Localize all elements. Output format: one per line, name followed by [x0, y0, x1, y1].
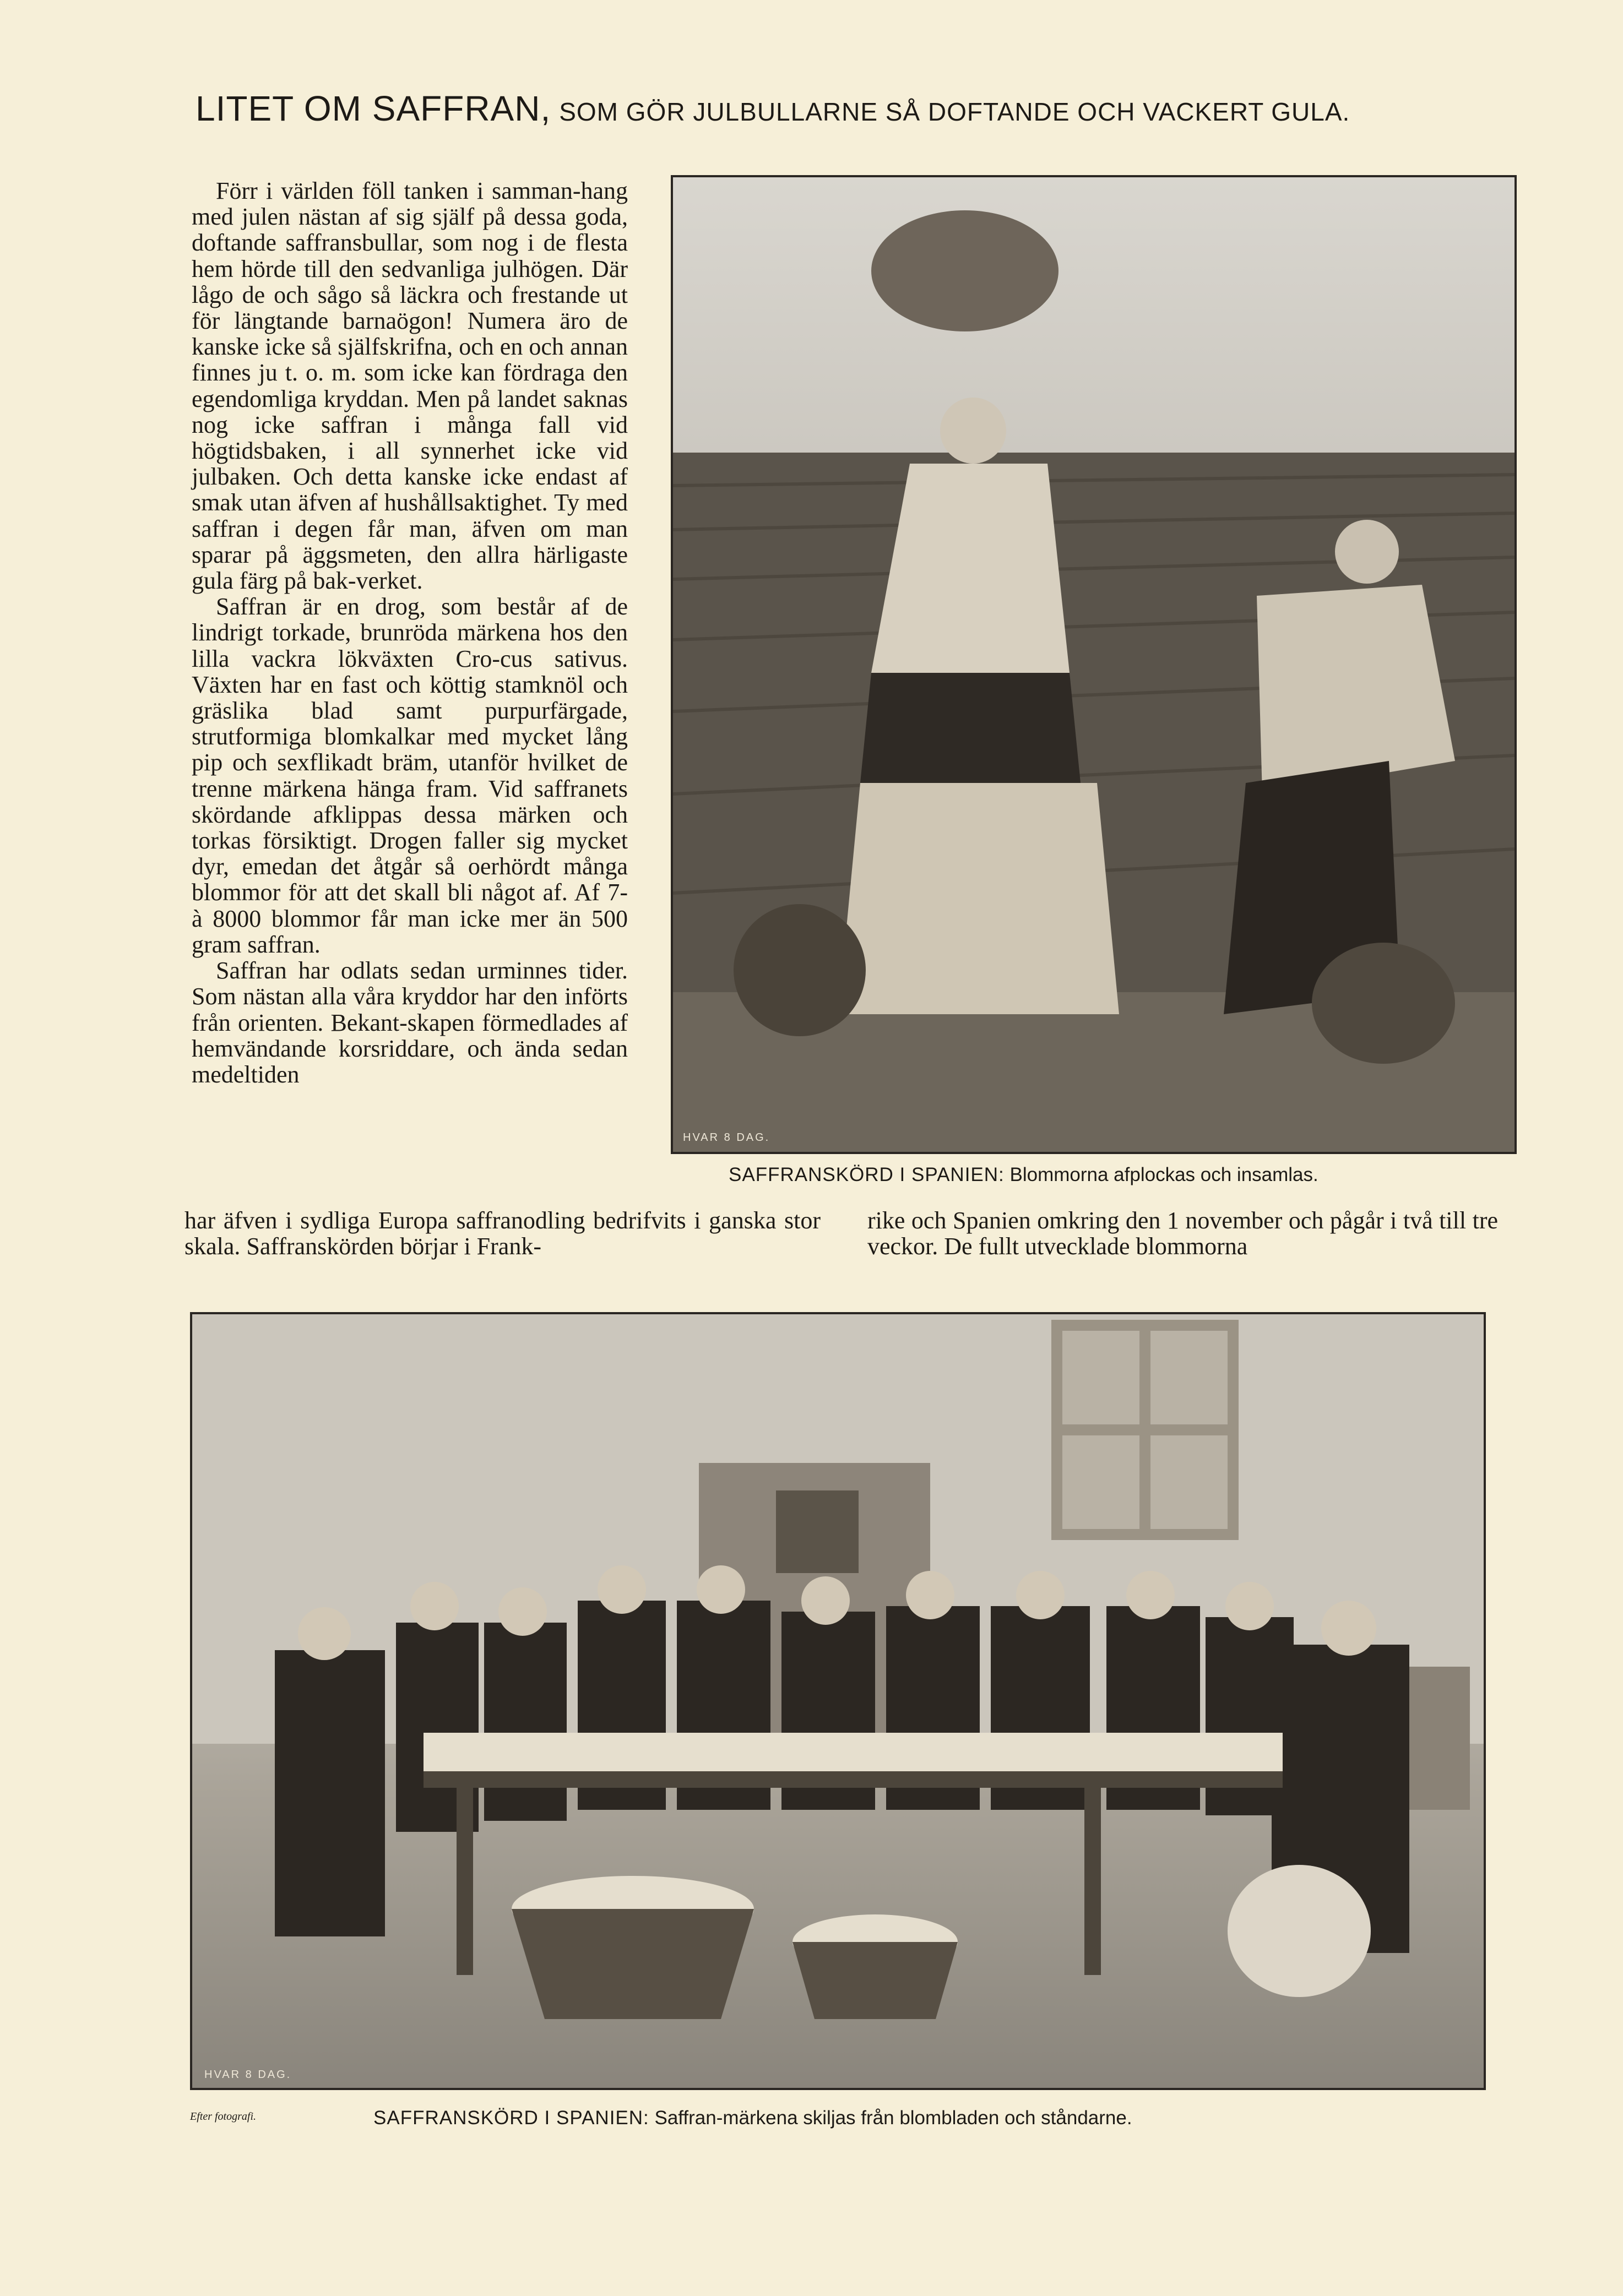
article-title: LITET OM SAFFRAN, [196, 89, 551, 128]
photo-saffron-harvest-field [671, 175, 1517, 1154]
photo-caption-bottom [373, 2107, 1132, 2129]
paragraph: Saffran har odlats sedan urminnes tider. Som nästan alla våra kryddor har den införts från orienten. Bekant-skapen förmedlades af hemvändande korsriddare, och ända sedan medeltiden [192, 957, 628, 1088]
caption-text: Saffran-märkena skiljas från blombladen och ståndarne. [654, 2107, 1132, 2129]
paragraph: Saffran är en drog, som består af de lindrigt torkade, brunröda märkena hos den lilla vackra lökväxten Cro-cus sativus. Växten har en fast och köttig stamknöl och gräslika blad samt purpurfärgade, strutformiga blomkalkar med mycket lång pip och sexflikadt bräm, utanför hvilket de trenne märkena hänga fram. Vid saffranets skördande afklippas dessa märken och torkas försiktigt. Drogen faller sig mycket dyr, emedan det åtgår så oerhördt många blommor för att det skall bli något af. Af 7- à 8000 blommor får man icke mer än 500 gram saffran. [192, 593, 628, 958]
caption-heading: SAFFRANSKÖRD I SPANIEN: [373, 2107, 649, 2129]
photo-stamp: HVAR 8 DAG. [683, 1131, 770, 1144]
paragraph: har äfven i sydliga Europa saffranodling bedrifvits i ganska stor skala. Saffranskörden börjar i Frank- [184, 1207, 821, 1260]
article-header [196, 88, 1512, 129]
paragraph: Förr i världen föll tanken i samman-hang med julen nästan af sig själf på dessa goda, doftande saffransbullar, som nog i de flesta hem hörde till den sedvanliga julhögen. Där lågo de och sågo så läckra och frestande ut för längtande barnaögon! Numera äro de kanske icke så själfskrifna, och en och annan finnes ju t. o. m. som icke kan fördraga den egendomliga kryddan. Men på landet saknas nog icke saffran i många fall vid högtidsbaken, i all synnerhet icke vid julbaken. Och detta kanske icke endast af smak utan äfven af hushållsaktighet. Ty med saffran i degen får man, äfven om man sparar på äggsmeten, den allra härligaste gula färg på bak-verket. [192, 177, 628, 595]
article-column-left [192, 178, 628, 1087]
paragraph: rike och Spanien omkring den 1 november och pågår i två till tre veckor. De fullt utvecklade blommorna [867, 1207, 1498, 1260]
article-column-bottom-right [867, 1207, 1498, 1259]
article-subtitle: SOM GÖR JULBULLARNE SÅ DOFTANDE OCH VACKERT GULA. [559, 97, 1350, 126]
photo-credit: Efter fotografi. [190, 2110, 256, 2123]
caption-heading: SAFFRANSKÖRD I SPANIEN: [729, 1164, 1005, 1185]
photo-caption-top [729, 1164, 1318, 1186]
photo-sorting-illustration [192, 1314, 1484, 2088]
photo-saffron-sorting-table [190, 1312, 1486, 2090]
article-column-bottom-left [184, 1207, 821, 1259]
caption-text: Blommorna afplockas och insamlas. [1009, 1164, 1318, 1185]
photo-field-illustration [673, 177, 1515, 1152]
photo-stamp: HVAR 8 DAG. [204, 2069, 292, 2081]
